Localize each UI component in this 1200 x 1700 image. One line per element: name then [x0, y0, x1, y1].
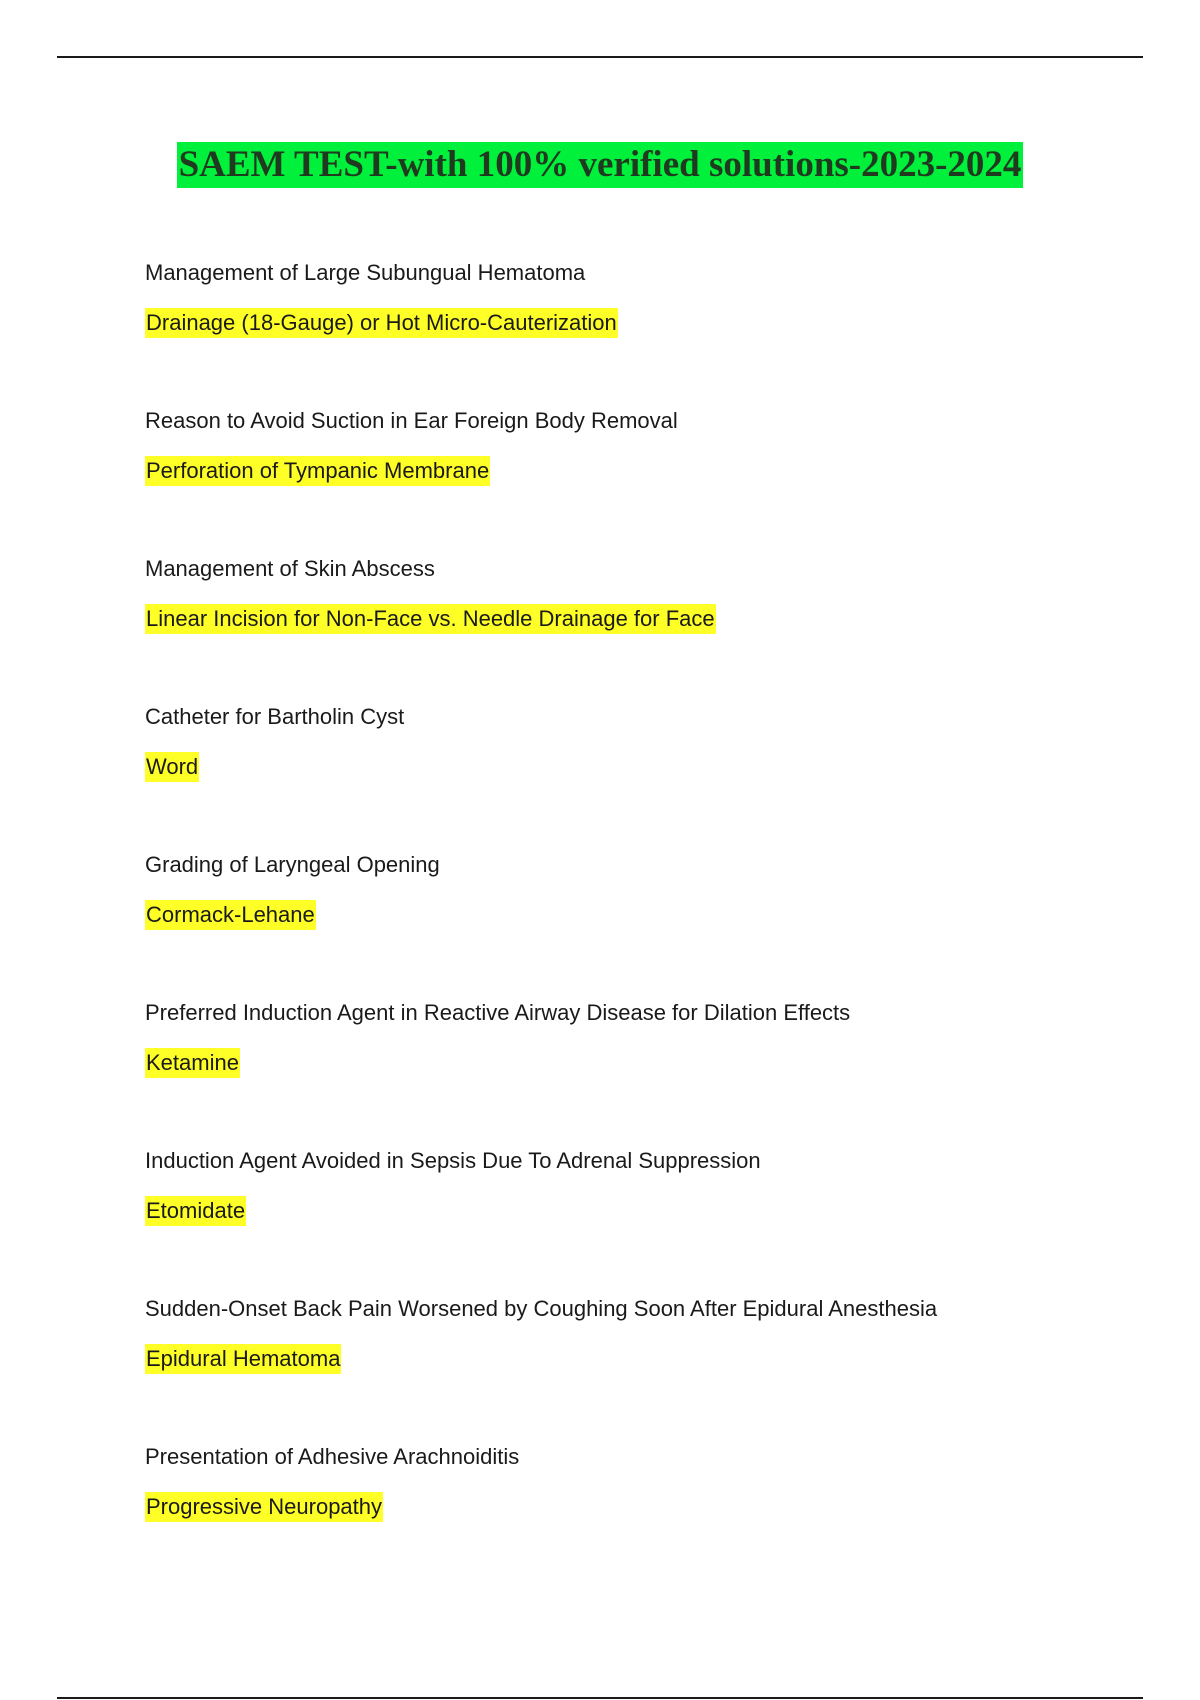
- question-text: Preferred Induction Agent in Reactive Airway Disease for Dilation Effects: [145, 1000, 851, 1025]
- answer-text: Progressive Neuropathy: [145, 1492, 383, 1522]
- question-text: Catheter for Bartholin Cyst: [145, 704, 405, 729]
- answer-text: Drainage (18-Gauge) or Hot Micro-Cauterization: [145, 308, 618, 338]
- qa-item: [145, 1442, 1145, 1590]
- qa-item: [145, 850, 1145, 998]
- question-text: Management of Skin Abscess: [145, 556, 435, 581]
- answer-text: Perforation of Tympanic Membrane: [145, 456, 490, 486]
- question-text: Presentation of Adhesive Arachnoiditis: [145, 1444, 520, 1469]
- answer-text: Linear Incision for Non-Face vs. Needle Drainage for Face: [145, 604, 716, 634]
- qa-list: [145, 258, 1145, 1590]
- answer-text: Ketamine: [145, 1048, 240, 1078]
- qa-item: [145, 998, 1145, 1146]
- qa-item: [145, 258, 1145, 406]
- qa-item: [145, 1146, 1145, 1294]
- qa-item: [145, 406, 1145, 554]
- title-container: [0, 142, 1200, 188]
- question-text: Sudden-Onset Back Pain Worsened by Coughing Soon After Epidural Anesthesia: [145, 1296, 938, 1321]
- answer-text: Etomidate: [145, 1196, 246, 1226]
- top-rule: [57, 56, 1143, 58]
- question-text: Induction Agent Avoided in Sepsis Due To Adrenal Suppression: [145, 1148, 761, 1173]
- qa-item: [145, 554, 1145, 702]
- qa-item: [145, 1294, 1145, 1442]
- question-text: Grading of Laryngeal Opening: [145, 852, 440, 877]
- question-text: Reason to Avoid Suction in Ear Foreign Body Removal: [145, 408, 678, 433]
- qa-item: [145, 702, 1145, 850]
- question-text: Management of Large Subungual Hematoma: [145, 260, 586, 285]
- bottom-rule: [57, 1697, 1143, 1699]
- document-title: SAEM TEST-with 100% verified solutions-2023-2024: [177, 142, 1024, 188]
- answer-text: Word: [145, 752, 199, 782]
- answer-text: Epidural Hematoma: [145, 1344, 341, 1374]
- answer-text: Cormack-Lehane: [145, 900, 316, 930]
